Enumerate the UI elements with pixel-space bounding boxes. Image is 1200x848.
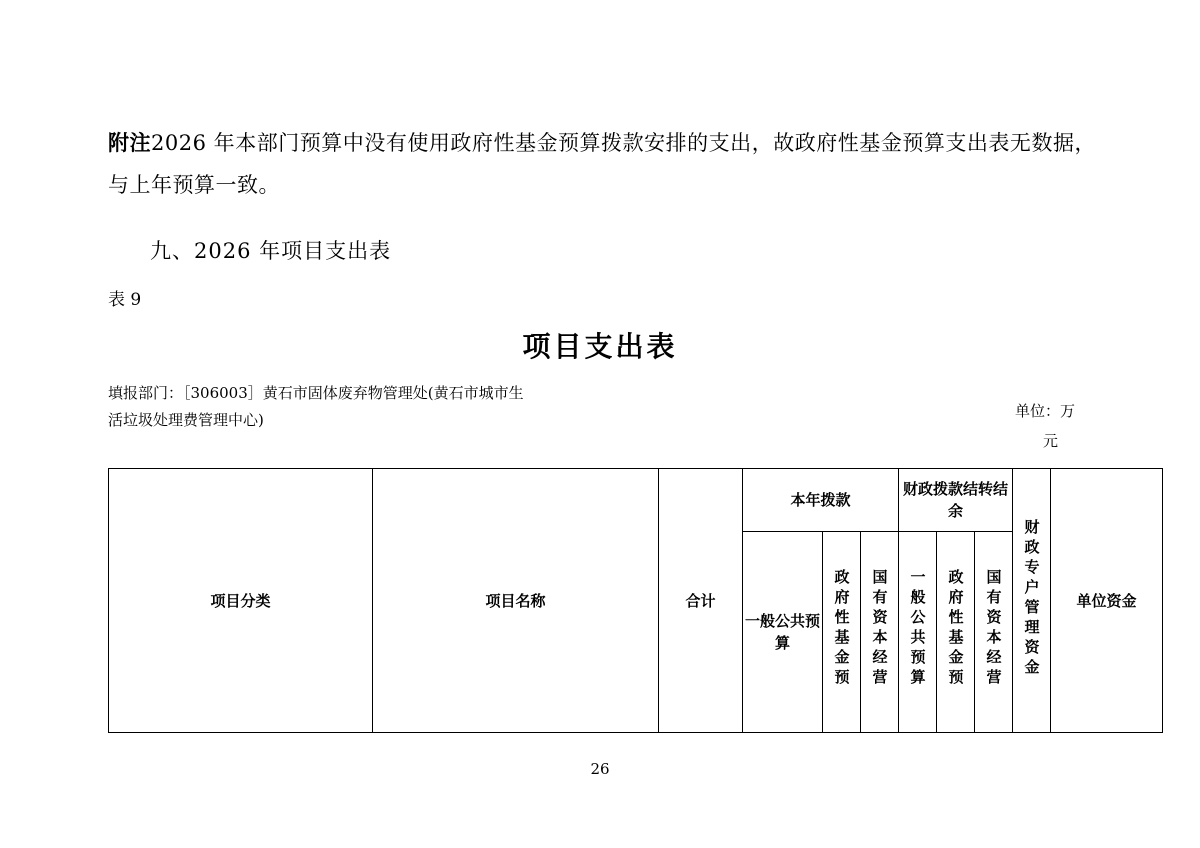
page-title: 项目支出表 xyxy=(522,330,678,363)
department-label: 填报部门：［306003］黄石市固体废弃物管理处(黄石市城市生活垃圾处理费管理中心) xyxy=(108,384,524,429)
page-number: 26 xyxy=(590,760,610,778)
project-expenditure-table xyxy=(108,468,1163,733)
note-body-text: 2026 年本部门预算中没有使用政府性基金预算拨款安排的支出，故政府性基金预算支出表无数据，与上年预算一致。 xyxy=(108,131,1096,197)
subheader-text-alloc-gov-fund: 政府性基金预 xyxy=(832,569,851,689)
unit-label-line1: 单位：万 xyxy=(1015,402,1076,420)
header-cell-current-year-allocation: 本年拨款 xyxy=(743,469,899,532)
unit-label-line2: 元 xyxy=(1043,432,1059,450)
subheader-text-alloc-state-capital: 国有资本经营 xyxy=(870,569,889,689)
subheader-text-carry-gov-fund: 政府性基金预 xyxy=(946,569,965,689)
section-heading: 九、2026 年项目支出表 xyxy=(150,239,392,263)
table-header-row-1 xyxy=(109,469,1163,532)
header-cell-fiscal-carryover: 财政拨款结转结余 xyxy=(899,469,1013,532)
header-cell-project-name: 项目名称 xyxy=(373,469,659,733)
unit-label xyxy=(1015,396,1125,456)
subheader-cell-carry-general xyxy=(899,532,937,733)
subheader-text-carry-general: 一般公共预算 xyxy=(908,569,927,689)
note-paragraph xyxy=(108,122,1096,206)
note-lead-label: 附注 xyxy=(108,130,152,155)
subheader-cell-carry-state-capital xyxy=(975,532,1013,733)
subheader-text-carry-state-capital: 国有资本经营 xyxy=(984,569,1003,689)
header-text-special-account-fund: 财政专户管理资金 xyxy=(1022,518,1041,679)
subheader-cell-carry-gov-fund xyxy=(937,532,975,733)
table-label: 表 9 xyxy=(108,290,142,310)
header-cell-unit-fund: 单位资金 xyxy=(1051,469,1163,733)
subheader-cell-alloc-gov-fund xyxy=(823,532,861,733)
subheader-cell-alloc-state-capital xyxy=(861,532,899,733)
subheader-cell-alloc-general: 一般公共预算 xyxy=(743,532,823,733)
header-cell-special-account-fund xyxy=(1013,469,1051,733)
header-cell-category: 项目分类 xyxy=(109,469,373,733)
header-cell-total: 合计 xyxy=(659,469,743,733)
